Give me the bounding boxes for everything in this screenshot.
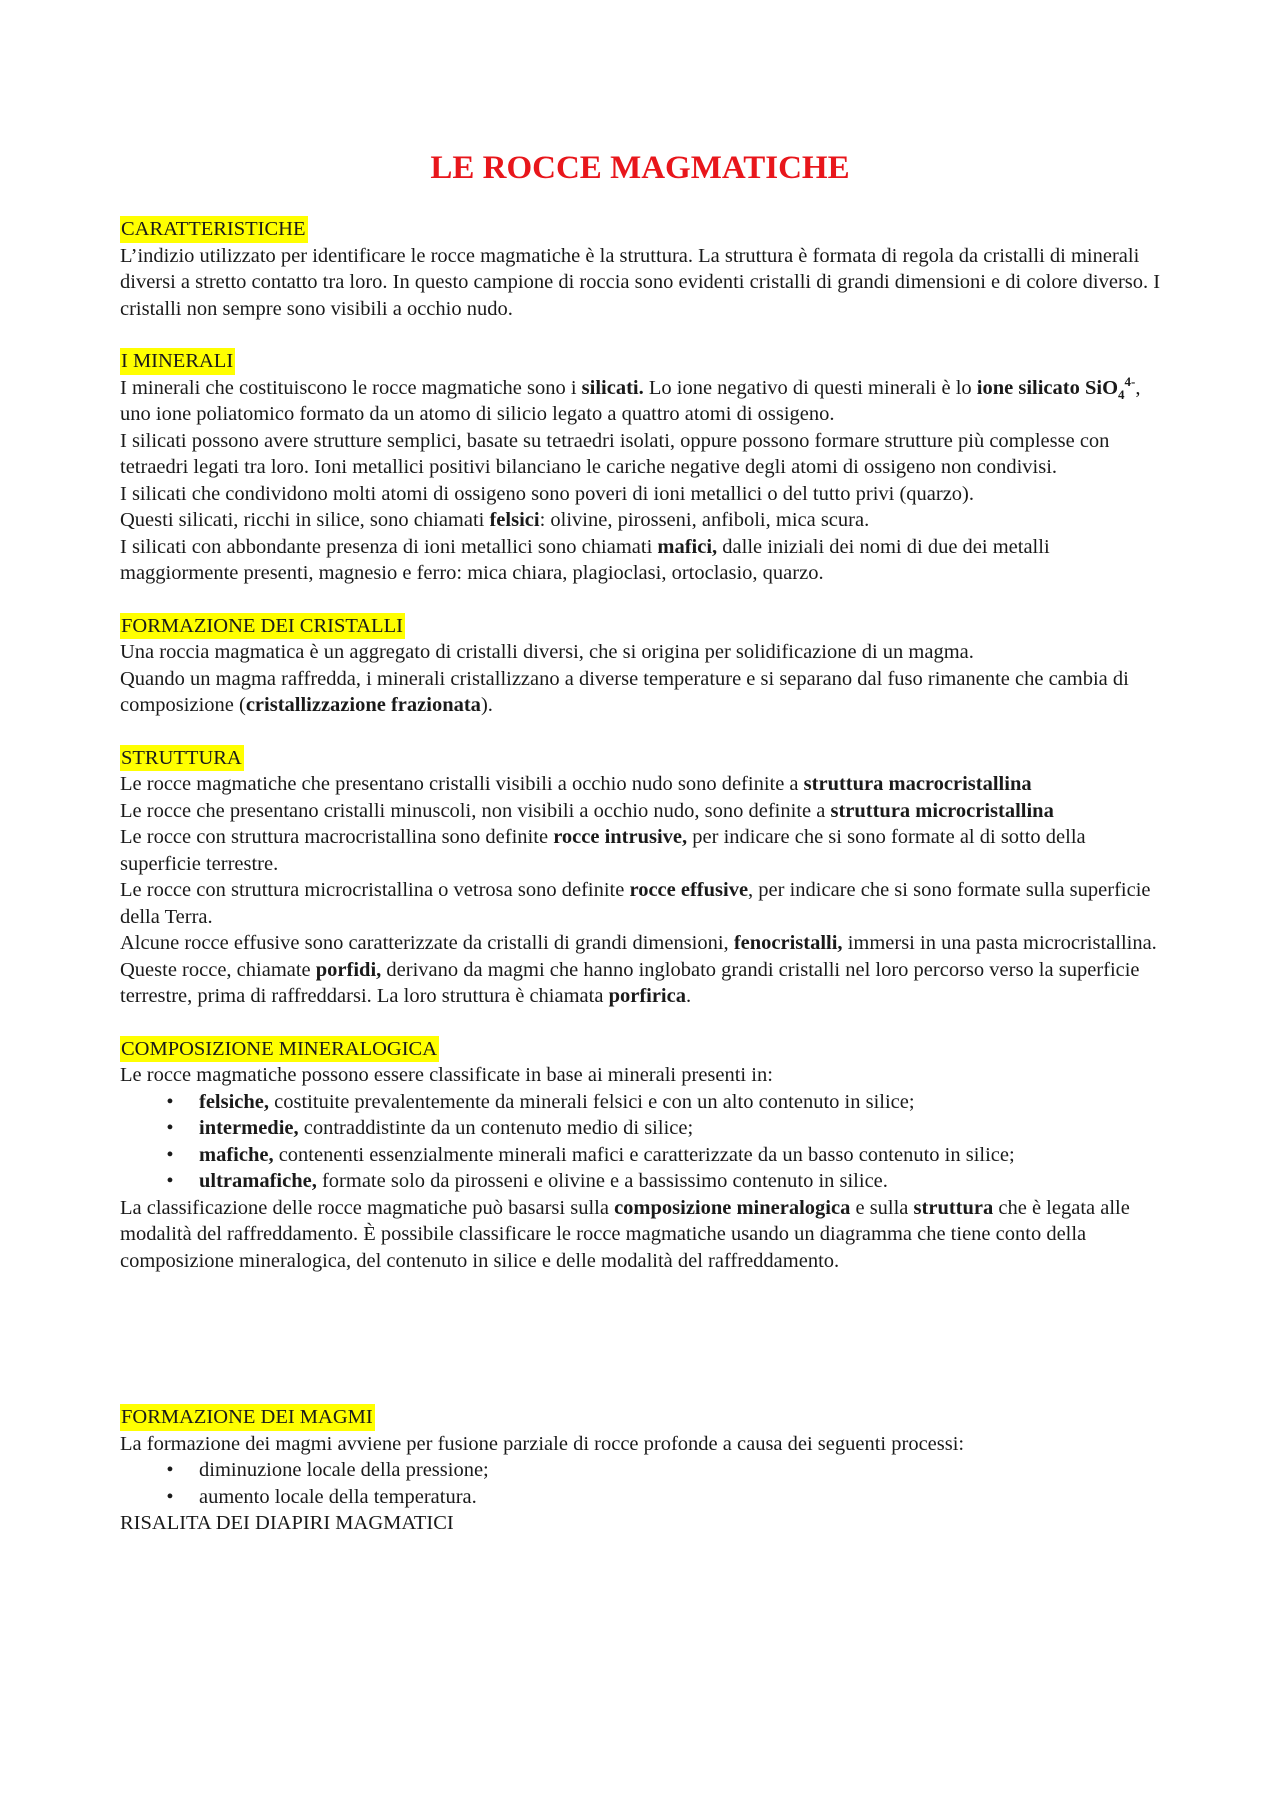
paragraph: L’indizio utilizzato per identificare le rocce magmatiche è la struttura. La struttura è formata di regola da cristalli di minerali diversi a stretto contatto tra loro. In questo campione di roccia sono evidenti cristalli di grandi dimensioni e di colore diverso. I cristalli non sempre sono visibili a occhio nudo. — [120, 244, 1161, 320]
list-item: • ultramafiche, formate solo da pirosseni e olivine e a bassissimo contenuto in silice. — [120, 1168, 1170, 1195]
paragraph: Le rocce magmatiche che presentano cristalli visibili a occhio nudo sono definite a struttura macrocristallina — [120, 773, 1032, 795]
section-heading: FORMAZIONE DEI MAGMI — [120, 1404, 375, 1431]
composition-list — [120, 1089, 1170, 1195]
paragraph: Questi silicati, ricchi in silice, sono chiamati felsici: olivine, pirosseni, anfiboli, mica scura. — [120, 509, 870, 531]
bullet-icon: • — [166, 1170, 174, 1192]
section-heading: FORMAZIONE DEI CRISTALLI — [120, 613, 405, 640]
list-item: • aumento locale della temperatura. — [120, 1484, 1170, 1511]
paragraph: Queste rocce, chiamate porfidi, derivano da magmi che hanno inglobato grandi cristalli nel loro percorso verso la superficie terrestre, prima di raffreddarsi. La loro struttura è chiamata porfirica. — [120, 958, 1140, 1007]
bullet-icon: • — [166, 1117, 174, 1139]
bullet-icon: • — [166, 1485, 174, 1508]
section-heading: CARATTERISTICHE — [120, 216, 308, 243]
paragraph: Le rocce che presentano cristalli minuscoli, non visibili a occhio nudo, sono definite a struttura microcristallina — [120, 799, 1054, 822]
paragraph: Alcune rocce effusive sono caratterizzate da cristalli di grandi dimensioni, fenocristalli, immersi in una pasta microcristallina. — [120, 932, 1157, 954]
paragraph: Le rocce con struttura microcristallina o vetrosa sono definite rocce effusive, per indicare che si sono formate sulla superficie della Terra. — [120, 879, 1151, 928]
bullet-icon: • — [166, 1090, 174, 1113]
paragraph: Quando un magma raffredda, i minerali cristallizzano a diverse temperature e si separano dal fuso rimanente che cambia di composizione (cristallizzazione frazionata). — [120, 667, 1129, 716]
section-minerali — [120, 348, 1170, 587]
paragraph: Le rocce con struttura macrocristallina sono definite rocce intrusive, per indicare che si sono formate al di sotto della superficie terrestre. — [120, 826, 1086, 875]
section-heading: STRUTTURA — [120, 745, 244, 772]
list-item: • intermedie, contraddistinte da un contenuto medio di silice; — [120, 1115, 1170, 1142]
section-heading: I MINERALI — [120, 348, 235, 375]
bullet-icon: • — [166, 1143, 174, 1166]
paragraph: Una roccia magmatica è un aggregato di cristalli diversi, che si origina per solidificazione di un magma. — [120, 641, 974, 663]
list-item: • diminuzione locale della pressione; — [120, 1457, 1170, 1484]
document-body — [120, 216, 1170, 1537]
process-list — [120, 1457, 1170, 1510]
section-formazione-cristalli — [120, 613, 1170, 719]
paragraph: I silicati che condividono molti atomi di ossigeno sono poveri di ioni metallici o del tutto privi (quarzo). — [120, 482, 975, 505]
list-item: • mafiche, contenenti essenzialmente minerali mafici e caratterizzate da un basso contenuto in silice; — [120, 1142, 1170, 1169]
paragraph: Le rocce magmatiche possono essere classificate in base ai minerali presenti in: — [120, 1064, 773, 1086]
paragraph: La classificazione delle rocce magmatiche può basarsi sulla composizione mineralogica e sulla struttura che è legata alle modalità del raffreddamento. È possibile classificare le rocce magmatiche usando un diagramma che tiene conto della composizione mineralogica, del contenuto in silice e delle modalità del raffreddamento. — [120, 1196, 1130, 1272]
paragraph: I silicati possono avere strutture semplici, basate su tetraedri isolati, oppure possono formare strutture più complesse con tetraedri legati tra loro. Ioni metallici positivi bilanciano le cariche negative degli atomi di ossigeno non condivisi. — [120, 429, 1110, 478]
paragraph: RISALITA DEI DIAPIRI MAGMATICI — [120, 1512, 454, 1534]
section-struttura — [120, 745, 1170, 1010]
bullet-icon: • — [166, 1459, 174, 1481]
page-title: LE ROCCE MAGMATICHE — [430, 150, 850, 186]
section-composizione — [120, 1036, 1170, 1275]
section-formazione-magmi — [120, 1404, 1170, 1537]
section-heading: COMPOSIZIONE MINERALOGICA — [120, 1036, 439, 1063]
paragraph: I minerali che costituiscono le rocce magmatiche sono i silicati. Lo ione negativo di questi minerali è lo ione silicato SiO$_4^{4-}$, uno ione poliatomico formato da un atomo di silicio legato a quattro atomi di ossigeno. — [120, 373, 1141, 425]
paragraph: I silicati con abbondante presenza di ioni metallici sono chiamati mafici, dalle iniziali dei nomi di due dei metalli maggiormente presenti, magnesio e ferro: mica chiara, plagioclasi, ortoclasio, quarzo. — [120, 535, 1050, 584]
list-item: • felsiche, costituite prevalentemente da minerali felsici e con un alto contenuto in silice; — [120, 1089, 1170, 1116]
section-caratteristiche — [120, 216, 1170, 322]
paragraph: La formazione dei magmi avviene per fusione parziale di rocce profonde a causa dei seguenti processi: — [120, 1432, 965, 1455]
